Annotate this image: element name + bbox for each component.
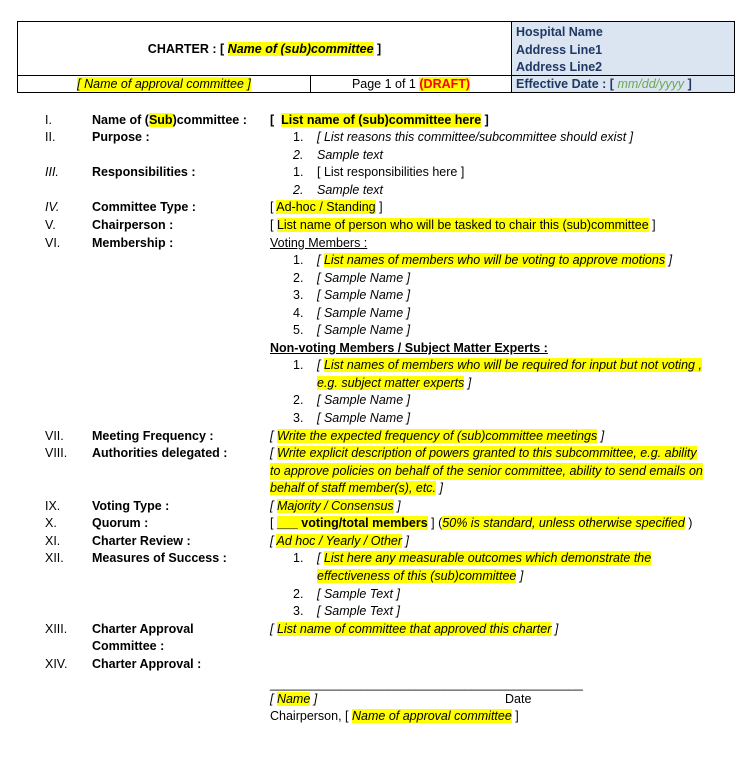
list-number: 2. bbox=[293, 393, 304, 407]
section-purpose bbox=[0, 129, 749, 146]
section-name bbox=[0, 112, 749, 129]
effective-date[interactable]: mm/dd/yyyy bbox=[617, 77, 685, 91]
section-number: II. bbox=[45, 130, 56, 144]
section-label: Committee : bbox=[92, 639, 165, 653]
section-committee-type bbox=[0, 199, 749, 216]
section-number: VII. bbox=[45, 429, 64, 443]
header-table bbox=[17, 21, 735, 93]
list-number: 3. bbox=[293, 288, 304, 302]
purpose-item[interactable]: Sample text bbox=[317, 148, 384, 162]
authorities-line[interactable]: [ Write explicit description of powers granted to this subcommittee, e.g. ability bbox=[270, 446, 697, 460]
section-label: Committee Type : bbox=[92, 200, 196, 214]
list-number: 4. bbox=[293, 306, 304, 320]
voting-member[interactable]: [ Sample Name ] bbox=[317, 271, 411, 285]
list-item bbox=[0, 287, 749, 304]
list-number: 1. bbox=[293, 165, 304, 179]
section-number: XII. bbox=[45, 551, 64, 565]
section-label: Voting Type : bbox=[92, 499, 170, 513]
signature-title-row bbox=[0, 708, 749, 725]
section-number: XIV. bbox=[45, 657, 68, 671]
list-item bbox=[0, 357, 749, 374]
list-item bbox=[0, 305, 749, 322]
section-charter-approval bbox=[0, 656, 749, 673]
list-item bbox=[0, 270, 749, 287]
section-authorities bbox=[0, 445, 749, 462]
section-number: IX. bbox=[45, 499, 61, 513]
responsibility-item[interactable]: [ List responsibilities here ] bbox=[317, 165, 465, 179]
list-item bbox=[0, 322, 749, 339]
section-number: I. bbox=[45, 113, 52, 127]
approval-committee-value[interactable]: [ List name of committee that approved this charter ] bbox=[270, 622, 559, 636]
section-label: Meeting Frequency : bbox=[92, 429, 214, 443]
draft-label: (DRAFT) bbox=[419, 77, 471, 91]
approval-committee-cell bbox=[18, 76, 311, 92]
list-item bbox=[0, 182, 749, 199]
voting-member[interactable]: [ List names of members who will be voting to approve motions ] bbox=[317, 253, 673, 267]
section-number: VIII. bbox=[45, 446, 68, 460]
charter-prefix: CHARTER : [ bbox=[147, 41, 225, 56]
page-number: Page 1 of 1 bbox=[351, 77, 416, 91]
section-measures bbox=[0, 550, 749, 567]
meeting-frequency-value[interactable]: [ Write the expected frequency of (sub)committee meetings ] bbox=[270, 429, 605, 443]
quorum-value[interactable]: [ ___ voting/total members ] (50% is standard, unless otherwise specified ) bbox=[270, 516, 693, 530]
list-item-continued bbox=[0, 375, 749, 392]
list-number: 5. bbox=[293, 323, 304, 337]
list-number: 1. bbox=[293, 253, 304, 267]
nonvoting-member[interactable]: [ Sample Name ] bbox=[317, 393, 411, 407]
section-meeting-frequency bbox=[0, 428, 749, 445]
authorities-row bbox=[0, 480, 749, 497]
section-approval-committee bbox=[0, 621, 749, 638]
section-membership bbox=[0, 235, 749, 252]
list-number: 1. bbox=[293, 358, 304, 372]
section-label: Chairperson : bbox=[92, 218, 174, 232]
section-number: XI. bbox=[45, 534, 61, 548]
section-number: IV. bbox=[45, 200, 60, 214]
list-number: 1. bbox=[293, 130, 304, 144]
approval-committee[interactable]: [ Name of approval committee ] bbox=[77, 77, 251, 91]
nonvoting-member[interactable]: [ Sample Name ] bbox=[317, 411, 411, 425]
effective-date-label: Effective Date : [ bbox=[516, 77, 614, 91]
signer-title[interactable]: Chairperson, [ Name of approval committee ] bbox=[270, 709, 519, 723]
section-label: Quorum : bbox=[92, 516, 149, 530]
section-label: Authorities delegated : bbox=[92, 446, 228, 460]
measure-item[interactable]: [ Sample Text ] bbox=[317, 587, 400, 601]
list-item bbox=[0, 252, 749, 269]
list-number: 1. bbox=[293, 551, 304, 565]
voting-type-value[interactable]: [ Majority / Consensus ] bbox=[270, 499, 401, 513]
signature-date-label: Date bbox=[505, 692, 532, 706]
section-number: XIII. bbox=[45, 622, 68, 636]
section-number: X. bbox=[45, 516, 57, 530]
signature-line[interactable]: _____________________________________________ bbox=[270, 677, 583, 691]
list-item bbox=[0, 147, 749, 164]
section-number: V. bbox=[45, 218, 56, 232]
section-label: Responsibilities : bbox=[92, 165, 196, 179]
charter-suffix: ] bbox=[377, 41, 382, 56]
measure-item[interactable]: [ List here any measurable outcomes which demonstrate the bbox=[317, 551, 652, 565]
list-item bbox=[0, 603, 749, 620]
signature-name-row bbox=[0, 691, 749, 708]
section-quorum bbox=[0, 515, 749, 532]
measure-item[interactable]: [ Sample Text ] bbox=[317, 604, 400, 618]
purpose-item[interactable]: [ List reasons this committee/subcommittee should exist ] bbox=[317, 130, 634, 144]
list-number: 2. bbox=[293, 587, 304, 601]
nonvoting-member[interactable]: [ List names of members who will be required for input but not voting , bbox=[317, 358, 702, 372]
responsibility-item[interactable]: Sample text bbox=[317, 183, 384, 197]
authorities-line[interactable]: to approve policies on behalf of the senior committee, ability to send emails on bbox=[270, 464, 703, 478]
list-item bbox=[0, 586, 749, 603]
nonvoting-members-heading: Non-voting Members / Subject Matter Experts : bbox=[270, 341, 548, 355]
section-label: Purpose : bbox=[92, 130, 150, 144]
effective-date-cell bbox=[512, 76, 734, 92]
section-label: Membership : bbox=[92, 236, 174, 250]
hospital-name[interactable]: Hospital Name bbox=[516, 25, 603, 39]
effective-date-close: ] bbox=[687, 77, 692, 91]
list-item bbox=[0, 410, 749, 427]
section-charter-review bbox=[0, 533, 749, 550]
authorities-row bbox=[0, 463, 749, 480]
list-number: 2. bbox=[293, 183, 304, 197]
section-label: Charter Review : bbox=[92, 534, 191, 548]
charter-committee-name[interactable]: Name of (sub)committee bbox=[227, 41, 374, 56]
voting-members-heading: Voting Members : bbox=[270, 236, 368, 250]
section-chairperson bbox=[0, 217, 749, 234]
section-label: Measures of Success : bbox=[92, 551, 227, 565]
committee-name-value[interactable]: [ List name of (sub)committee here ] bbox=[270, 113, 489, 127]
label-continued bbox=[0, 638, 749, 655]
list-item bbox=[0, 392, 749, 409]
authorities-line[interactable]: behalf of staff member(s), etc. ] bbox=[270, 481, 443, 495]
measure-item-cont[interactable]: effectiveness of this (sub)committee ] bbox=[317, 569, 524, 583]
section-responsibilities bbox=[0, 164, 749, 181]
charter-review-value[interactable]: [ Ad hoc / Yearly / Other ] bbox=[270, 534, 409, 548]
section-label: Charter Approval : bbox=[92, 657, 202, 671]
committee-type-value[interactable]: [ Ad-hoc / Standing ] bbox=[270, 200, 383, 214]
section-voting-type bbox=[0, 498, 749, 515]
section-number: VI. bbox=[45, 236, 61, 250]
address-line1[interactable]: Address Line1 bbox=[516, 42, 603, 57]
address-line2[interactable]: Address Line2 bbox=[516, 60, 603, 74]
nonvoting-member-cont[interactable]: e.g. subject matter experts ] bbox=[317, 376, 472, 390]
nonvoting-heading-row bbox=[0, 340, 749, 357]
voting-member[interactable]: [ Sample Name ] bbox=[317, 288, 411, 302]
voting-member[interactable]: [ Sample Name ] bbox=[317, 323, 411, 337]
signer-name[interactable]: [ Name ] bbox=[270, 692, 318, 706]
list-item-continued bbox=[0, 568, 749, 585]
charter-title-cell bbox=[18, 22, 512, 76]
page-number-cell bbox=[311, 76, 512, 92]
chairperson-value[interactable]: [ List name of person who will be tasked to chair this (sub)committee ] bbox=[270, 218, 656, 232]
list-number: 2. bbox=[293, 271, 304, 285]
voting-member[interactable]: [ Sample Name ] bbox=[317, 306, 411, 320]
section-label: Charter Approval bbox=[92, 622, 194, 636]
list-number: 2. bbox=[293, 148, 304, 162]
section-number: III. bbox=[45, 165, 59, 179]
list-number: 3. bbox=[293, 604, 304, 618]
hospital-address-cell bbox=[512, 22, 734, 76]
list-number: 3. bbox=[293, 411, 304, 425]
section-label: Name of (Sub)committee : bbox=[92, 113, 247, 127]
